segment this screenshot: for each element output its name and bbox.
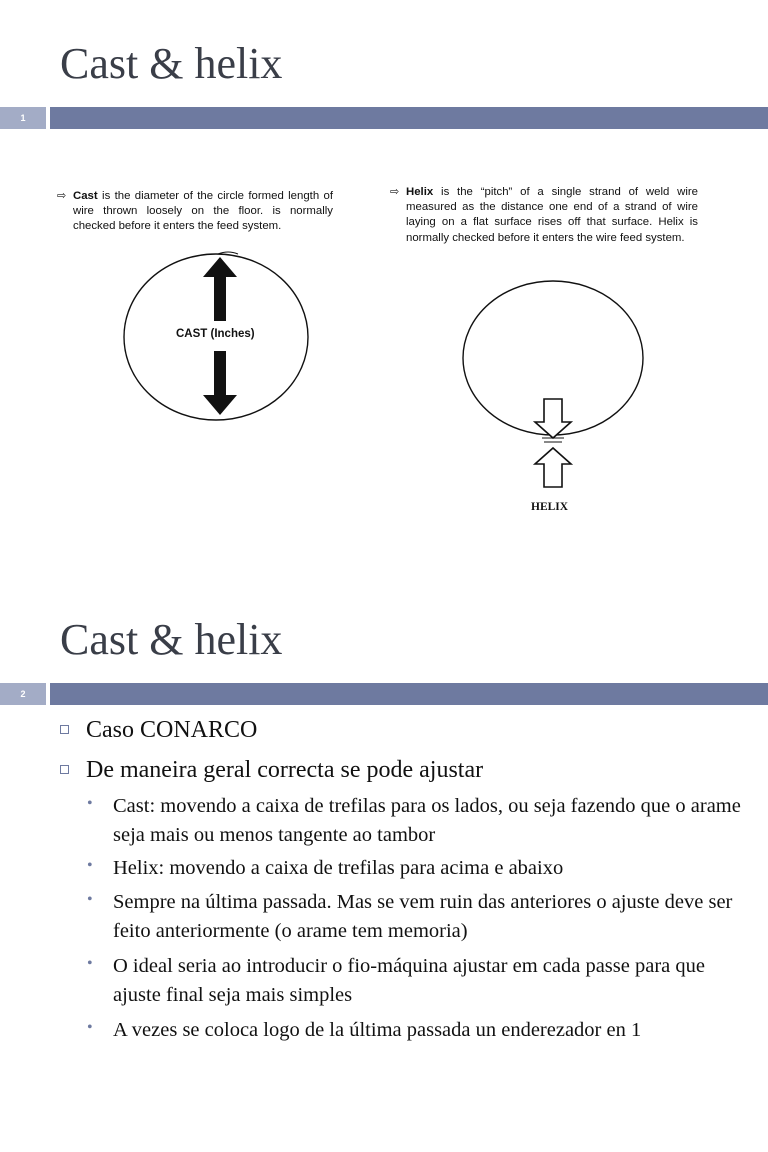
helix-description [390, 185, 698, 246]
sub-bullet-item [87, 888, 753, 946]
cast-description [57, 189, 333, 235]
sub-bullet-item [87, 952, 753, 1010]
helix-diagram [460, 278, 646, 518]
sub-bullet-item [87, 854, 753, 883]
band-bar [50, 107, 768, 129]
dot-bullet-icon: • [87, 891, 93, 908]
helix-figure-label: HELIX [531, 501, 569, 513]
arrow-bullet-icon: ⇨ [57, 190, 67, 202]
helix-text: is the “pitch” of a single strand of weld wire measured as the distance one end of a strand of wire laying on a flat surface rises off that surface. Helix is normally checked before it enters the wire feed system. [406, 186, 698, 244]
cast-term: Cast [73, 190, 98, 202]
arrow-bullet-icon: ⇨ [390, 186, 400, 198]
band-bar [50, 683, 768, 705]
square-bullet-icon [60, 765, 69, 774]
cast-text: is the diameter of the circle formed length of wire thrown loosely on the floor. is normally checked before it enters the feed system. [73, 190, 333, 233]
sub-bullet-item [87, 1016, 753, 1045]
slide-title: Cast & helix [60, 615, 283, 664]
dot-bullet-icon: • [87, 1019, 93, 1036]
slide-number: 1 [0, 107, 46, 129]
bullet-text: Caso CONARCO [86, 717, 258, 743]
dot-bullet-icon: • [87, 955, 93, 972]
bullet-item [86, 757, 483, 784]
title-band [0, 683, 768, 705]
cast-figure-label: CAST (Inches) [176, 328, 255, 340]
slide-2 [0, 576, 768, 1152]
sub-bullet-text: O ideal seria ao introducir o fio-máquina ajustar em cada passe para que ajuste final seja mais simples [113, 955, 705, 1006]
cast-diagram [120, 245, 312, 425]
up-arrow-icon [203, 257, 237, 321]
down-hollow-arrow-icon [535, 399, 571, 438]
slide-title: Cast & helix [60, 39, 283, 88]
sub-bullet-text: A vezes se coloca logo de la última passada un enderezador en 1 [113, 1019, 642, 1041]
sub-bullet-item [87, 792, 753, 850]
helix-term: Helix [406, 186, 434, 198]
slide-number: 2 [0, 683, 46, 705]
square-bullet-icon [60, 725, 69, 734]
sub-bullet-text: Sempre na última passada. Mas se vem ruin das anteriores o ajuste deve ser feito anteriormente (o arame tem memoria) [113, 891, 733, 942]
title-band [0, 107, 768, 129]
bullet-text: De maneira geral correcta se pode ajustar [86, 757, 484, 783]
dot-bullet-icon: • [87, 857, 93, 874]
sub-bullet-text: Helix: movendo a caixa de trefilas para acima e abaixo [113, 857, 564, 879]
bullet-item [86, 717, 257, 744]
dot-bullet-icon: • [87, 795, 93, 812]
up-hollow-arrow-icon [535, 448, 571, 487]
down-arrow-icon [203, 351, 237, 415]
sub-bullet-text: Cast: movendo a caixa de trefilas para os lados, ou seja fazendo que o arame seja mais ou menos tangente ao tambor [113, 795, 741, 846]
